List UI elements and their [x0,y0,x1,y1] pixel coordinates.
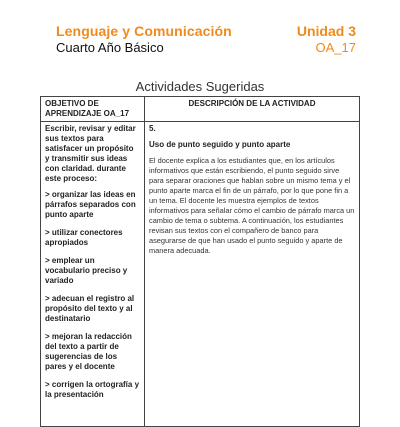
objective-code: OA_17 [315,40,356,55]
activity-description: El docente explica a los estudiantes que, en los artículos informativos que están escribiendo, el punto seguido sirve para separar oraciones que hablan sobre un mismo tema y el punto aparte marca el fin de un párrafo, por lo que pone fin a un tema. El docente les muestra ejemplos de textos informativos para señalar cómo el cambio de párrafo marca un cambio de tema o subtema. A continuación, los estudiantes revisan sus textos con el compañero de banco para asegurarse de que han usado el punto seguido y aparte de manera adecuada. [149,156,355,255]
column-header-objective: OBJETIVO DE APRENDIZAJE OA_17 [41,97,145,122]
objective-intro: Escribir, revisar y editar sus textos para satisfacer un propósito y transmitir sus ideas con claridad. durante este proceso: [45,124,136,183]
objective-item: > emplear un vocabulario preciso y variado [45,256,128,285]
objective-item: > mejoran la redacción del texto a partir de sugerencias de los pares y el docente [45,332,132,371]
document-header-left [56,24,232,56]
grade-level: Cuarto Año Básico [56,40,164,55]
description-cell [145,122,360,427]
table-row [41,122,360,427]
column-header-description: DESCRIPCIÓN DE LA ACTIVIDAD [145,97,360,122]
objective-item: > adecuan el registro al propósito del texto y al destinatario [45,294,135,323]
table-header-row [41,97,360,122]
objective-cell [41,122,145,427]
unit-label: Unidad 3 [296,23,356,39]
activities-table [40,96,360,427]
section-title: Actividades Sugeridas [135,79,265,94]
activity-title: Uso de punto seguido y punto aparte [149,140,291,149]
objective-item: > utilizar conectores apropiados [45,228,123,247]
objective-item: > corrigen la ortografía y la presentación [45,380,140,399]
subject-title: Lenguaje y Comunicación [56,23,232,39]
document-header-right [297,24,356,56]
objective-item: > organizar las ideas en párrafos separados con punto aparte [45,190,136,219]
activity-number: 5. [149,124,156,133]
